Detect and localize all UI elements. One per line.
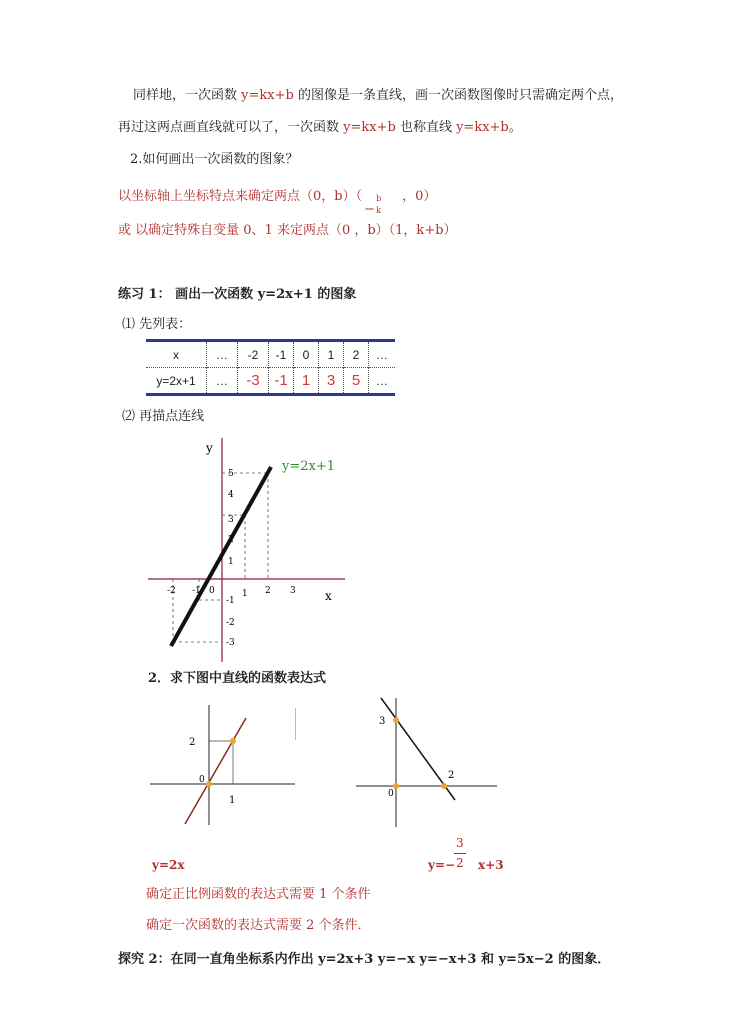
label-3: 3 [379, 716, 386, 727]
note-2: 确定一次函数的表达式需要 2 个条件． [146, 918, 371, 933]
table-cell: … [369, 341, 396, 368]
intro-text: 。 [508, 120, 522, 135]
table-cell: 2 [344, 341, 369, 368]
y-tick: 5 [228, 469, 234, 479]
label-1: 1 [229, 795, 236, 806]
answer-right-a: y=− [428, 858, 456, 872]
exercise-1-title: 练习 1： 画出一次函数 y=2x+1 的图象 [118, 287, 357, 302]
x-axis-label: x [325, 589, 332, 603]
step-1: ⑴ 先列表： [122, 317, 192, 332]
minus-sign: − [364, 202, 375, 217]
table-cell: -1 [269, 368, 294, 395]
table-row [146, 368, 395, 395]
table-cell: 1 [294, 368, 319, 395]
value-table [146, 339, 395, 396]
label-2: 2 [189, 737, 196, 748]
explore-2: 探究 2：在同一直角坐标系内作出 y=2x+3 y=−x y=−x+3 和 y=5x−2 的图象． [118, 952, 611, 967]
intro-text: 的图像是一条直线，画一次函数图像时只需确定两个点， [293, 88, 623, 103]
point-0-3 [393, 717, 399, 723]
y-tick: -2 [226, 618, 235, 628]
x-tick: 0 [209, 586, 215, 596]
table-cell: 1 [319, 341, 344, 368]
intro-text: 同样地，一次函数 [133, 88, 242, 103]
x-tick: 3 [290, 586, 296, 596]
label-0: 0 [199, 775, 205, 785]
intro-text: 也称直线 [395, 120, 457, 135]
function-line [185, 718, 246, 824]
x-tick: -1 [192, 586, 201, 596]
table-row [146, 341, 395, 368]
table-cell: 5 [344, 368, 369, 395]
x-tick: -2 [167, 586, 176, 596]
label-0: 0 [388, 789, 394, 799]
y-axis-label: y [206, 441, 213, 455]
table-cell: -2 [238, 341, 269, 368]
fraction-bar [454, 853, 466, 854]
formula: y=kx+b [241, 88, 294, 103]
function-line [171, 467, 271, 646]
table-cell: -3 [238, 368, 269, 395]
method-1 [118, 185, 437, 217]
intro-line-1 [133, 84, 623, 103]
y-tick: -3 [226, 638, 235, 648]
y-tick-labels [226, 469, 235, 648]
table-cell: … [369, 368, 396, 395]
x-tick: 2 [265, 586, 271, 596]
point-origin [206, 781, 212, 787]
point-2-0 [441, 783, 447, 789]
line-label: y=2x+1 [282, 459, 336, 474]
figure-right [352, 690, 502, 830]
intro-text: 再过这两点画直线就可以了，一次函数 [118, 120, 344, 135]
answer-right-b: x+3 [478, 858, 504, 872]
graph-y-2x-plus-1 [140, 430, 360, 670]
y-tick: 3 [228, 515, 234, 525]
table-cell: -1 [269, 341, 294, 368]
q2-heading: 2.如何画出一次函数的图象？ [130, 152, 299, 167]
table-cell: x [146, 341, 207, 368]
label-2: 2 [448, 770, 455, 781]
y-tick: 4 [228, 490, 234, 500]
point-origin [393, 783, 399, 789]
intro-line-2 [118, 116, 522, 135]
note-1: 确定正比例函数的表达式需要 1 个条件 [146, 887, 371, 902]
y-tick: 1 [228, 557, 234, 567]
table-cell: 3 [319, 368, 344, 395]
table-cell: … [207, 341, 238, 368]
divider [295, 708, 296, 740]
y-tick: 2 [228, 535, 234, 545]
formula: y=kx+b [343, 120, 396, 135]
y-tick: -1 [226, 596, 235, 606]
method-2: 或 以确定特殊自变量 0、1 来定两点（0 ，b）（1，k+b） [118, 223, 457, 238]
answer-frac-num: 3 [456, 836, 464, 850]
answer-left: y=2x [152, 858, 185, 872]
frac-den: k [376, 206, 381, 215]
answer-frac-den: 2 [456, 856, 464, 870]
table-cell: y=2x+1 [146, 368, 207, 395]
point-1-2 [230, 738, 236, 744]
table-cell: 0 [294, 341, 319, 368]
method-1-text: 以坐标轴上坐标特点来确定两点（0，b）（ [118, 189, 363, 204]
formula: y=kx+b [456, 120, 509, 135]
x-tick: 1 [242, 589, 248, 599]
step-2: ⑵ 再描点连线 [122, 409, 205, 424]
table-cell: … [207, 368, 238, 395]
figure-left [145, 700, 305, 830]
q2b-heading: 2．求下图中直线的函数表达式 [148, 671, 327, 686]
frac-num: b [376, 194, 382, 203]
method-1-text-end: ，0） [402, 189, 437, 204]
